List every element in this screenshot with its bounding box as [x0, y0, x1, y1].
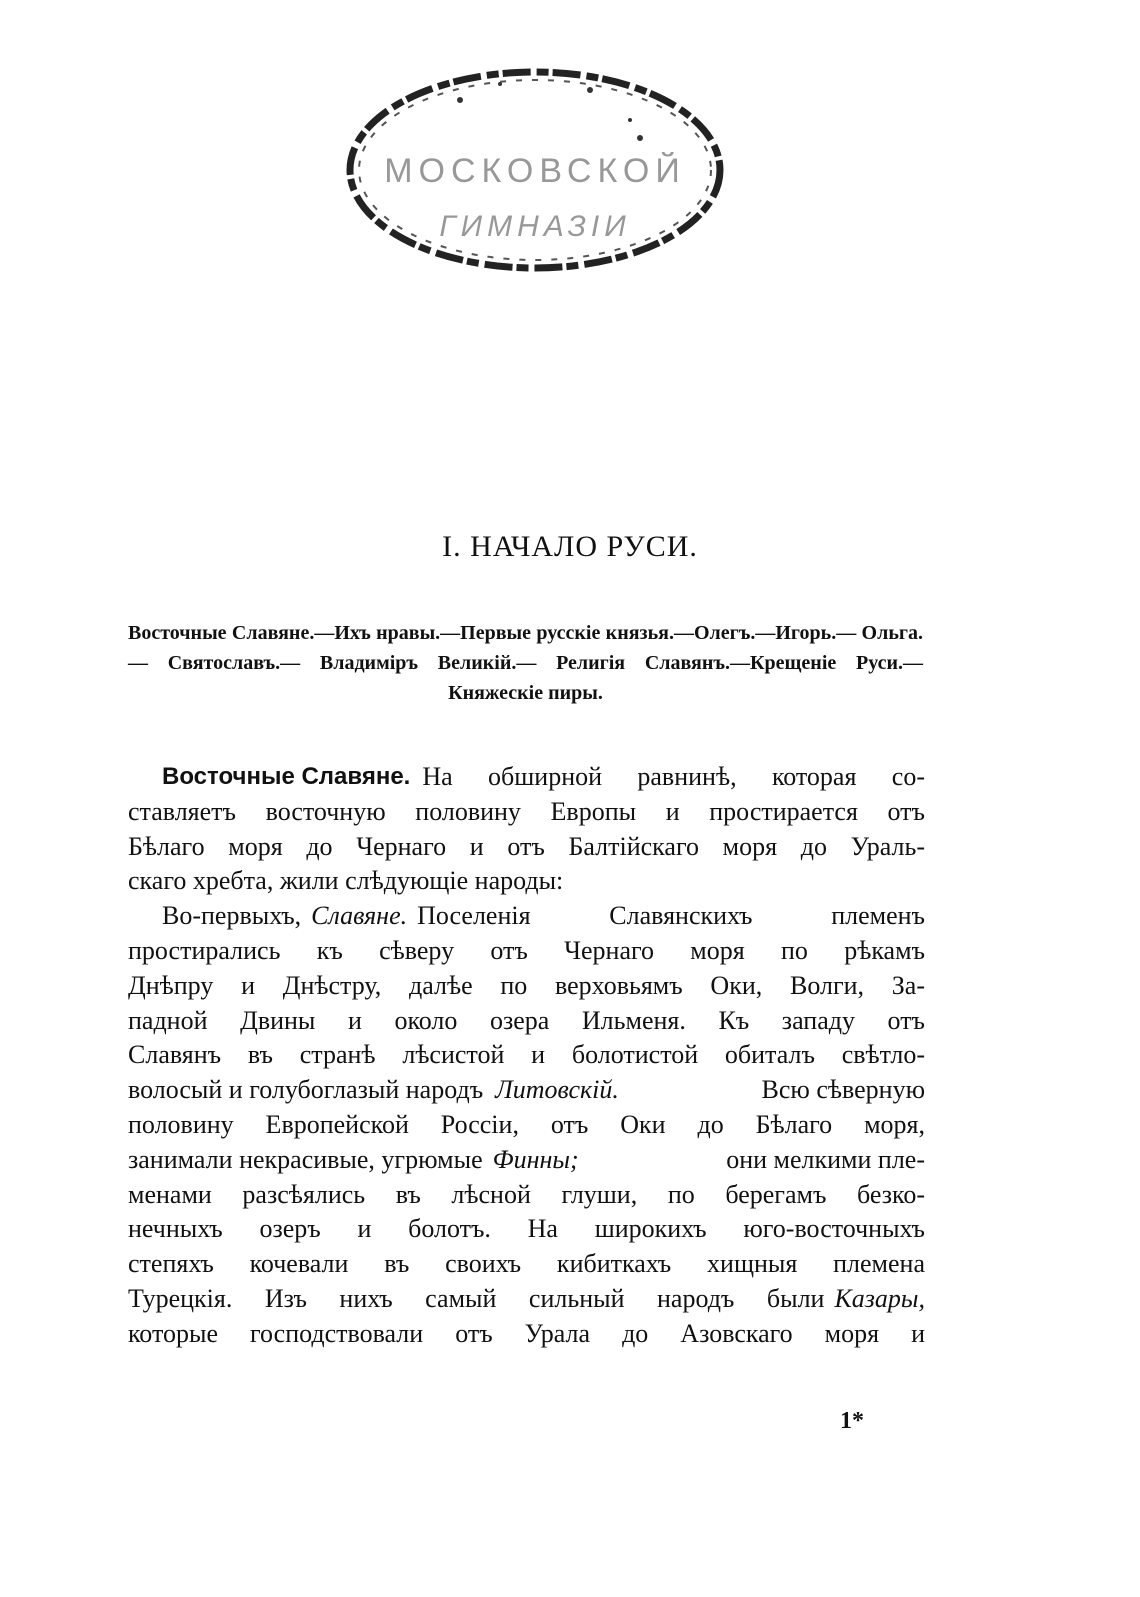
text-line: нечныхъ озеръ и болотъ. На широкихъ юго-восточныхъ: [128, 1214, 925, 1244]
signature-mark: 1*: [840, 1408, 864, 1434]
text-line: падной Двины и около озера Ильменя. Къ западу отъ: [128, 1005, 925, 1035]
chapter-summary: Восточные Славяне.—Ихъ нравы.—Первые русскіе князья.—Олегъ.—Игорь.— Ольга.— Святославъ.— Владиміръ Великій.— Религія Славянъ.—Крещеніе Руси.—Княжескіе пиры.: [128, 622, 923, 704]
italic-term: Славяне.: [311, 901, 408, 931]
text-span: Турецкія. Изъ нихъ самый сильный народъ были: [128, 1283, 825, 1313]
text-span: волосый и голубоглазый народъ: [128, 1075, 484, 1105]
text-line: [128, 1282, 925, 1317]
text-line: менами разсѣялись въ лѣсной глуши, по берегамъ безко-: [128, 1179, 925, 1209]
text-line: [128, 1143, 925, 1178]
text-line: скаго хребта, жили слѣдующіе народы:: [128, 866, 564, 896]
text-line: которые господствовали отъ Урала до Азовскаго моря и: [128, 1318, 925, 1348]
body-text: [128, 760, 925, 1352]
italic-term: Казары,: [834, 1283, 925, 1313]
italic-term: Финны;: [492, 1144, 579, 1174]
text-span: Поселенія Славянскихъ племенъ: [417, 901, 925, 931]
italic-term: Литовскій.: [495, 1075, 619, 1105]
chapter-title: I. НАЧАЛО РУСИ.: [442, 530, 698, 563]
text-line: Днѣпру и Днѣстру, далѣе по верховьямъ Оки, Волги, За-: [128, 970, 925, 1000]
text-line: [128, 1073, 925, 1108]
library-stamp: [340, 60, 730, 280]
text-line: [128, 899, 925, 934]
text-span: На обширной равнинѣ, которая со-: [422, 762, 925, 791]
stamp-text-line2: ГИМНАЗІИ: [439, 210, 631, 243]
text-line: степяхъ кочевали въ своихъ кибиткахъ хищныя племена: [128, 1249, 925, 1279]
text-line: [128, 760, 925, 795]
text-span: они мелкими пле-: [726, 1144, 925, 1174]
text-line: Бѣлаго моря до Чернаго и отъ Балтійскаго моря до Ураль-: [128, 831, 925, 861]
text-line: простирались къ сѣверу отъ Чернаго моря по рѣкамъ: [128, 935, 925, 965]
text-line: Славянъ въ странѣ лѣсистой и болотистой обиталъ свѣтло-: [128, 1040, 925, 1070]
stamp-text-line1: МОСКОВСКОЙ: [384, 152, 686, 190]
section-heading: Восточные Славяне.: [162, 763, 411, 790]
text-span: занимали некрасивые, угрюмые: [128, 1144, 483, 1174]
text-span: Всю сѣверную: [761, 1075, 925, 1105]
text-line: половину Европейской Россіи, отъ Оки до Бѣлаго моря,: [128, 1109, 925, 1139]
text-line: ставляетъ восточную половину Европы и простирается отъ: [128, 796, 925, 826]
text-span: Во-первыхъ,: [162, 901, 302, 931]
